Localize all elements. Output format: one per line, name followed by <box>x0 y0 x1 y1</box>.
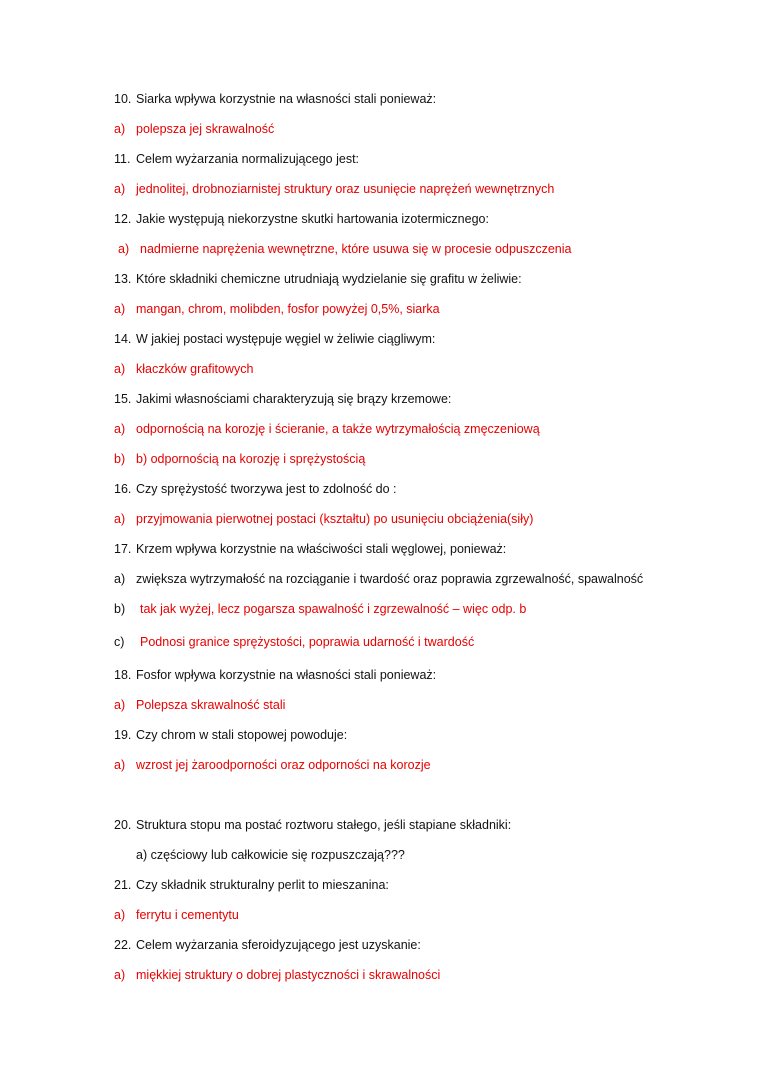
answer-letter: a) <box>114 698 126 712</box>
answer-text: mangan, chrom, molibden, fosfor powyżej 0,5%, siarka <box>136 302 440 316</box>
answer-letter: a) <box>114 362 126 376</box>
question-text: Siarka wpływa korzystnie na własności stali ponieważ: <box>136 92 437 106</box>
answer-text: kłaczków grafitowych <box>136 362 254 376</box>
answer-text: miękkiej struktury o dobrej plastyczności i skrawalności <box>136 968 441 982</box>
answer-letter: a) <box>114 908 126 922</box>
answer-text: a) częściowy lub całkowicie się rozpuszczają??? <box>136 848 405 862</box>
answer-letter: b) <box>114 452 126 466</box>
question-number: 14. <box>114 332 132 346</box>
answer-text: wzrost jej żaroodporności oraz odporności na korozje <box>136 758 431 772</box>
question-number: 18. <box>114 668 132 682</box>
question-number: 10. <box>114 92 132 106</box>
question-number: 15. <box>114 392 132 406</box>
question-number: 13. <box>114 272 132 286</box>
question-number: 20. <box>114 818 132 832</box>
question-text: Celem wyżarzania normalizującego jest: <box>136 152 360 166</box>
question-number: 17. <box>114 542 132 556</box>
answer-text: polepsza jej skrawalność <box>136 122 275 136</box>
answer-text: Podnosi granice sprężystości, poprawia udarność i twardość <box>140 635 475 649</box>
answer-text: odpornością na korozję i ścieranie, a także wytrzymałością zmęczeniową <box>136 422 540 436</box>
answer-text: Polepsza skrawalność stali <box>136 698 286 712</box>
answer-text: ferrytu i cementytu <box>136 908 239 922</box>
answer-letter: a) <box>114 122 126 136</box>
question-text: Które składniki chemiczne utrudniają wydzielanie się grafitu w żeliwie: <box>136 272 522 286</box>
question-text: Jakimi własnościami charakteryzują się brązy krzemowe: <box>136 392 452 406</box>
answer-letter: a) <box>114 302 126 316</box>
question-text: Czy składnik strukturalny perlit to mieszanina: <box>136 878 389 892</box>
question-number: 16. <box>114 482 132 496</box>
question-text: Czy chrom w stali stopowej powoduje: <box>136 728 348 742</box>
question-number: 19. <box>114 728 132 742</box>
answer-letter: b) <box>114 602 126 616</box>
answer-letter: a) <box>114 572 126 586</box>
answer-letter: a) <box>114 758 126 772</box>
answer-letter: c) <box>114 635 125 649</box>
question-text: Jakie występują niekorzystne skutki hartowania izotermicznego: <box>136 212 489 226</box>
question-text: W jakiej postaci występuje węgiel w żeliwie ciągliwym: <box>136 332 436 346</box>
question-number: 21. <box>114 878 132 892</box>
answer-text: b) odpornością na korozję i sprężystością <box>136 452 366 466</box>
question-text: Czy sprężystość tworzywa jest to zdolność do : <box>136 482 397 496</box>
answer-text: zwiększa wytrzymałość na rozciąganie i twardość oraz poprawia zgrzewalność, spawalność <box>136 572 644 586</box>
question-number: 12. <box>114 212 132 226</box>
answer-text: przyjmowania pierwotnej postaci (kształtu) po usunięciu obciążenia(siły) <box>136 512 534 526</box>
answer-letter: a) <box>114 182 126 196</box>
answer-text: nadmierne naprężenia wewnętrzne, które usuwa się w procesie odpuszczenia <box>140 242 572 256</box>
question-text: Celem wyżarzania sferoidyzującego jest uzyskanie: <box>136 938 421 952</box>
answer-text: tak jak wyżej, lecz pogarsza spawalność i zgrzewalność – więc odp. b <box>140 602 527 616</box>
question-text: Krzem wpływa korzystnie na właściwości stali węglowej, ponieważ: <box>136 542 507 556</box>
answer-text: jednolitej, drobnoziarnistej struktury oraz usunięcie naprężeń wewnętrznych <box>136 182 555 196</box>
question-number: 11. <box>114 152 131 166</box>
question-text: Fosfor wpływa korzystnie na własności stali ponieważ: <box>136 668 437 682</box>
question-text: Struktura stopu ma postać roztworu stałego, jeśli stapiane składniki: <box>136 818 512 832</box>
answer-letter: a) <box>114 968 126 982</box>
answer-letter: a) <box>118 242 130 256</box>
answer-letter: a) <box>114 512 126 526</box>
question-number: 22. <box>114 938 132 952</box>
answer-letter: a) <box>114 422 126 436</box>
